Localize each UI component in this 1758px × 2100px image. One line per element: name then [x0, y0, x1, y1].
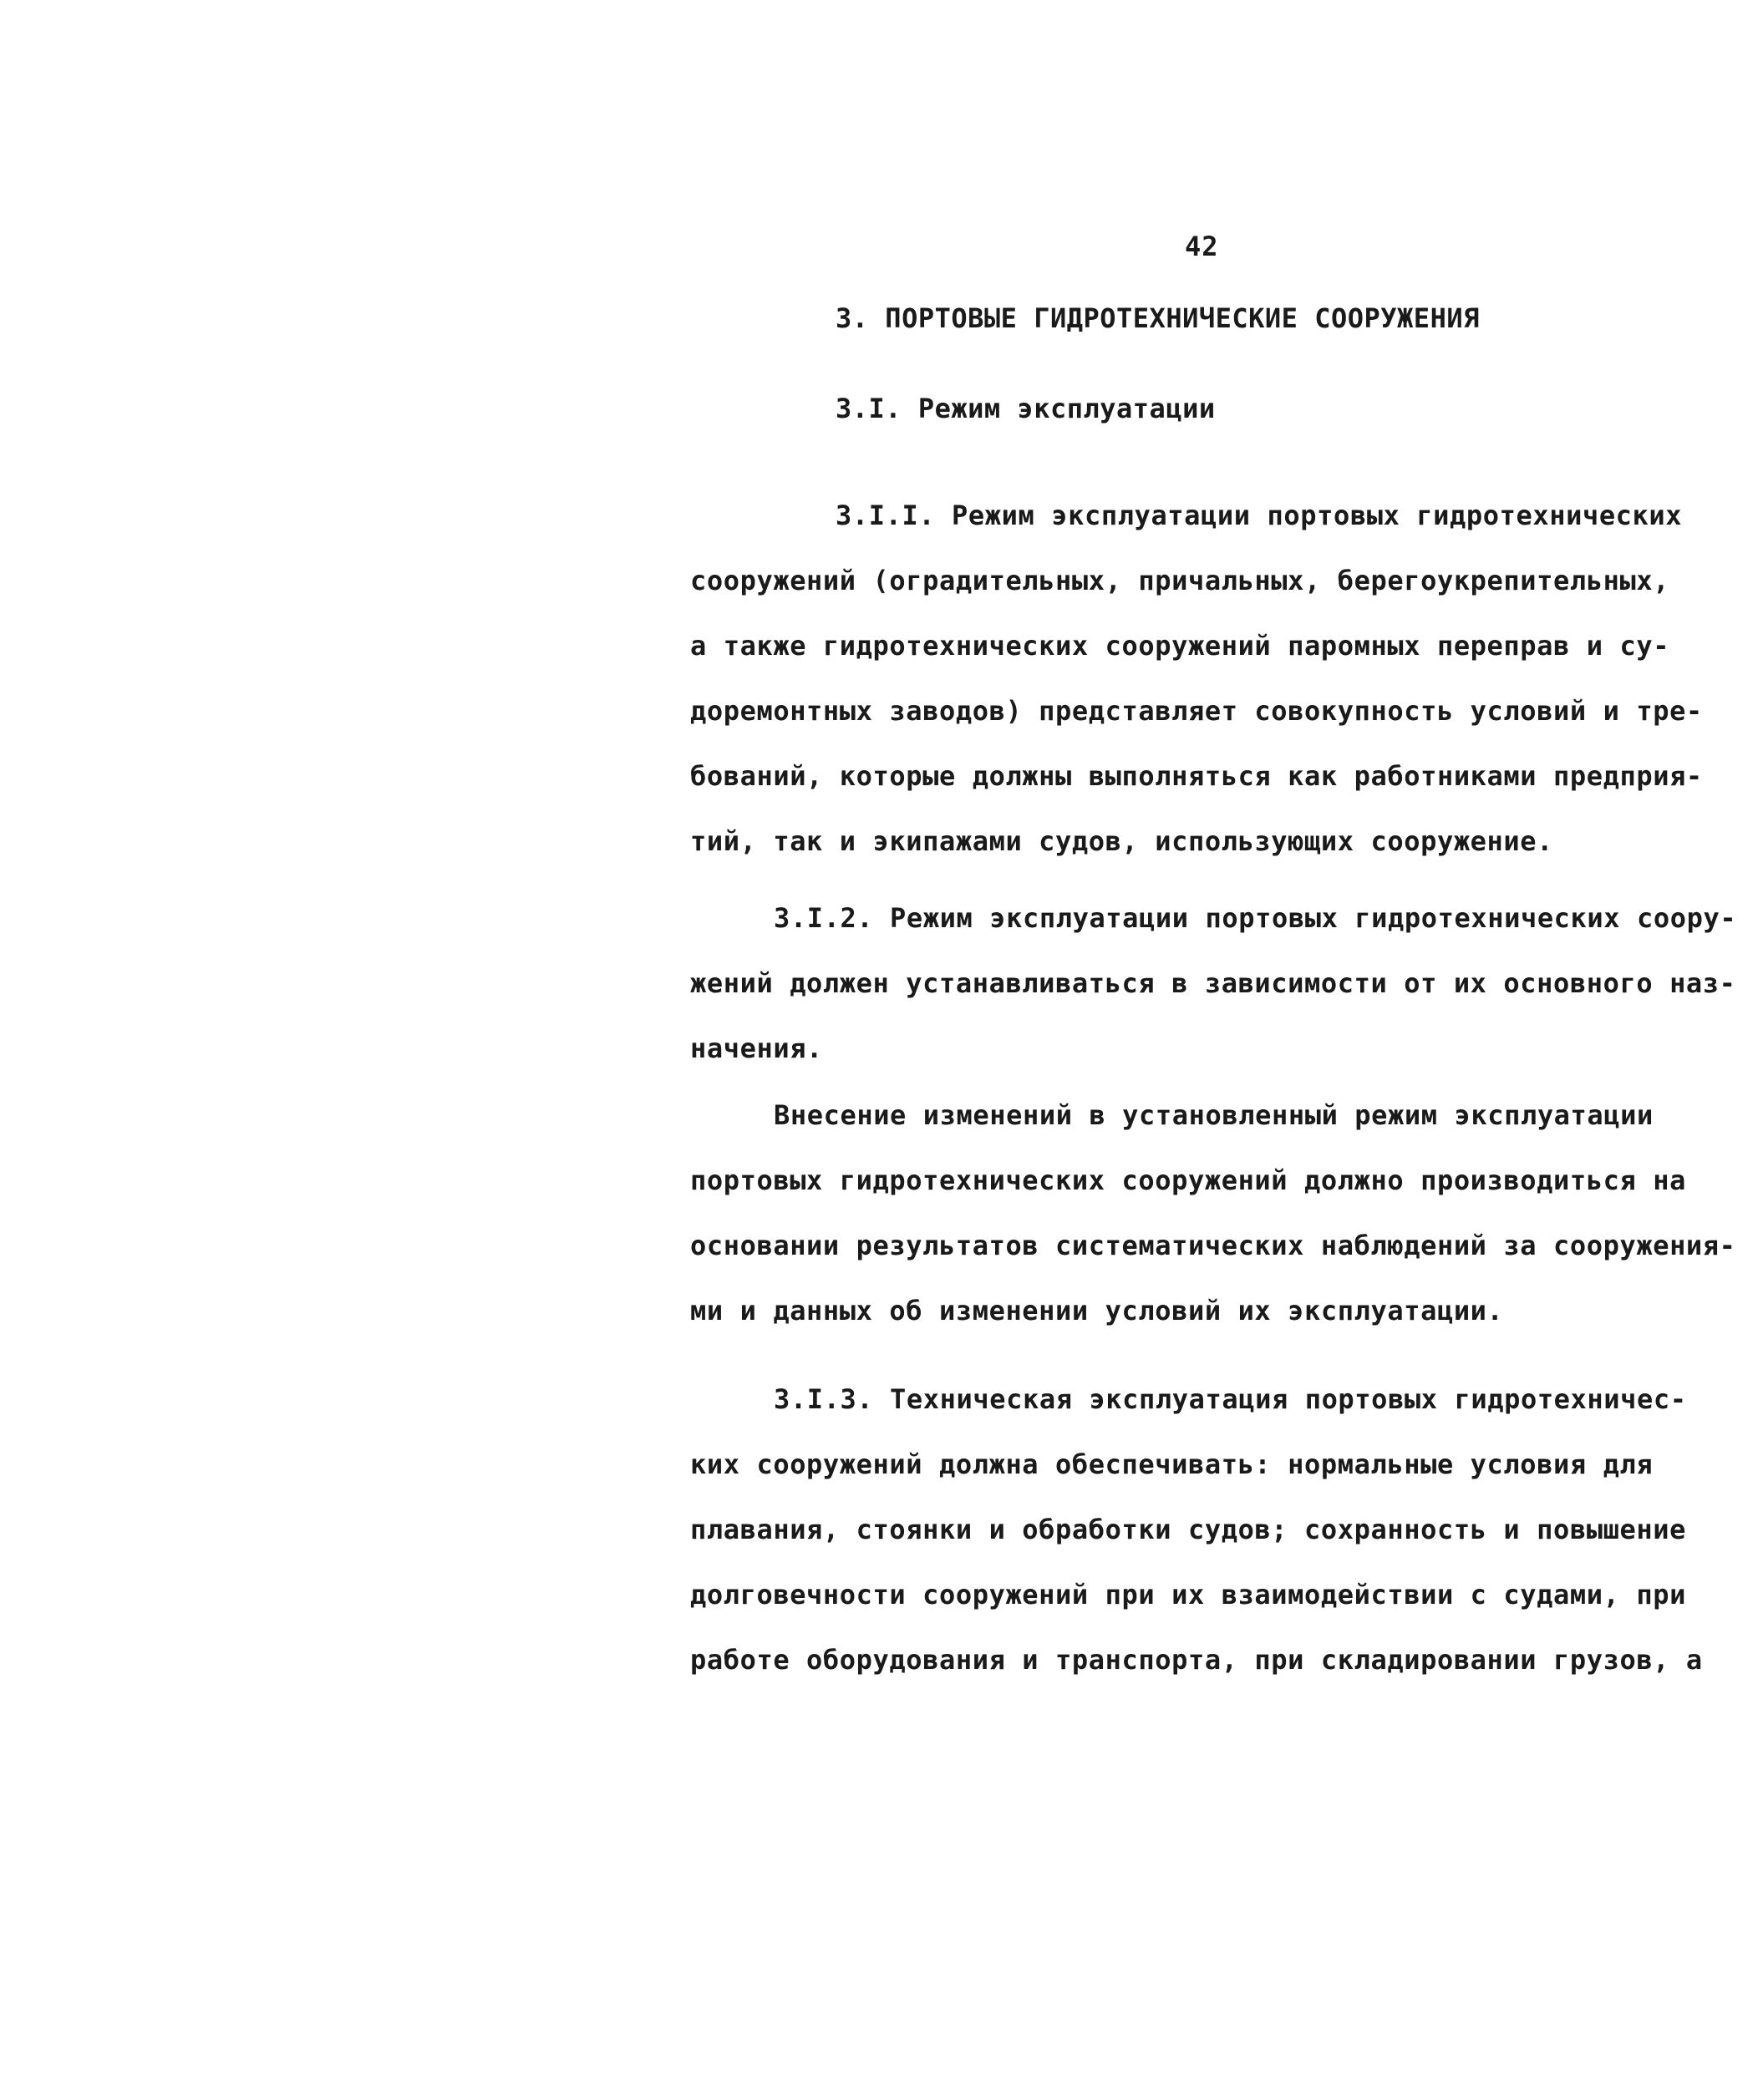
text-line: долговечности сооружений при их взаимодействии с судами, при — [690, 1579, 1686, 1611]
text-line: основании результатов систематических наблюдений за сооружения- — [690, 1230, 1736, 1261]
text-line: 3.I.I. Режим эксплуатации портовых гидротехнических — [836, 500, 1683, 531]
chapter-title: 3. ПОРТОВЫЕ ГИДРОТЕХНИЧЕСКИЕ СООРУЖЕНИЯ — [836, 302, 1480, 334]
text-line: доремонтных заводов) представляет совокупность условий и тре- — [690, 695, 1703, 727]
page-number: 42 — [1185, 231, 1219, 262]
text-line: а также гидротехнических сооружений паромных переправ и су- — [690, 630, 1670, 662]
text-line: жений должен устанавливаться в зависимости от их основного наз- — [690, 967, 1736, 999]
text-line: портовых гидротехнических сооружений должно производиться на — [690, 1164, 1686, 1196]
text-line: 3.I.2. Режим эксплуатации портовых гидротехнических соору- — [774, 902, 1737, 934]
text-line: сооружений (оградительных, причальных, берегоукрепительных, — [690, 565, 1670, 596]
text-line: ми и данных об изменении условий их эксплуатации. — [690, 1295, 1504, 1326]
text-line: работе оборудования и транспорта, при складировании грузов, а — [690, 1644, 1703, 1676]
text-line: 3.I.3. Техническая эксплуатация портовых гидротехничес- — [774, 1383, 1687, 1415]
text-line: Внесение изменений в установленный режим эксплуатации — [774, 1099, 1654, 1131]
section-title: 3.I. Режим эксплуатации — [836, 393, 1216, 424]
text-line: тий, так и экипажами судов, использующих сооружение. — [690, 825, 1554, 857]
text-line: плавания, стоянки и обработки судов; сохранность и повышение — [690, 1514, 1686, 1545]
text-line: ких сооружений должна обеспечивать: нормальные условия для — [690, 1448, 1654, 1480]
text-line: бований, которые должны выполняться как работниками предприя- — [690, 760, 1703, 792]
text-line: начения. — [690, 1032, 823, 1064]
